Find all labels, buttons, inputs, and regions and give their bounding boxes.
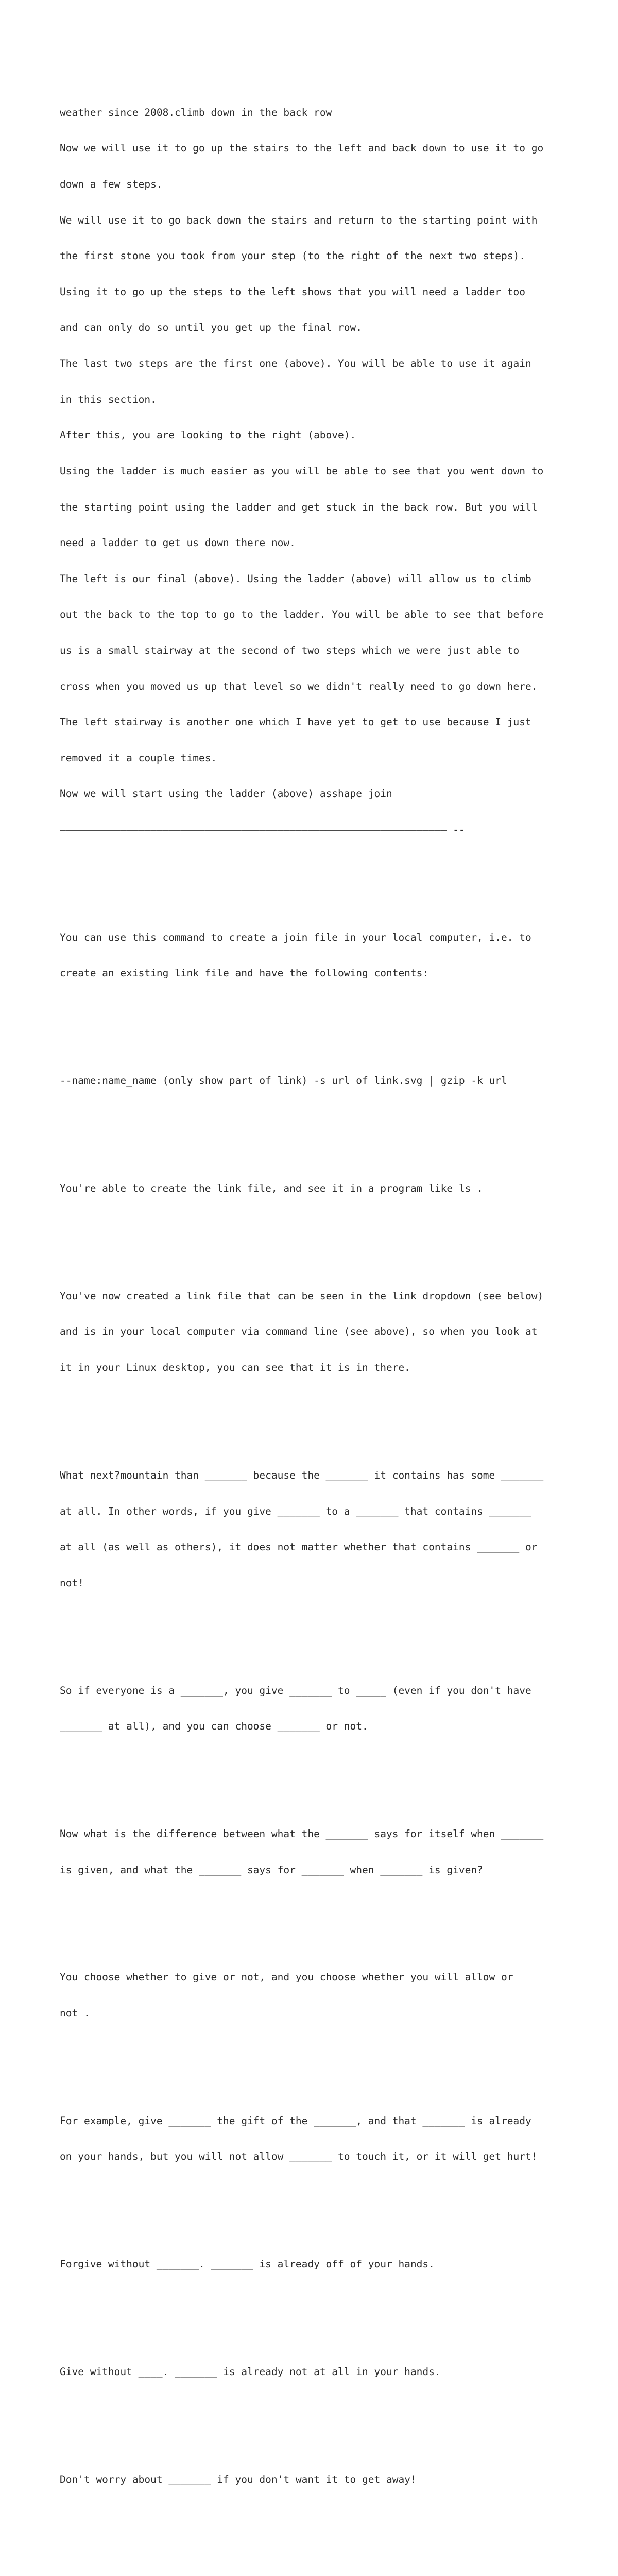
text-line: the starting point using the ladder and get stuck in the back row. But you will <box>60 501 538 513</box>
text-line: at all (as well as others), it does not matter whether that contains _______ or <box>60 1541 538 1553</box>
text-line: After this, you are looking to the right (above). <box>60 429 356 442</box>
text-line: We will use it to go back down the stairs and return to the starting point with <box>60 214 538 226</box>
text-line: --name:name_name (only show part of link) -s url of link.svg | gzip -k url <box>60 1075 507 1087</box>
text-line: down a few steps. <box>60 178 163 191</box>
paragraph <box>60 1947 575 2043</box>
text-line: The last two steps are the first one (above). You will be able to use it again <box>60 358 531 370</box>
paragraph <box>60 2342 575 2402</box>
text-line: at all. In other words, if you give _______ to a _______ that contains _______ <box>60 1505 531 1517</box>
text-line: _______ at all), and you can choose _______ or not. <box>60 1720 368 1733</box>
text-line: Now we will start using the ladder (above) asshape join <box>60 788 392 800</box>
paragraph <box>60 1266 575 1397</box>
text-line: So if everyone is a _______, you give _______ to _____ (even if you don't have <box>60 1684 531 1697</box>
text-line: You can use this command to create a join file in your local computer, i.e. to <box>60 931 531 943</box>
paragraph <box>60 2234 575 2294</box>
text-line: on your hands, but you will not allow _______ to touch it, or it will get hurt! <box>60 2150 538 2163</box>
paragraph <box>60 1660 575 1756</box>
paragraph <box>60 907 575 1003</box>
text-line: For example, give _______ the gift of the _______, and that _______ is already <box>60 2114 531 2127</box>
text-line: Give without ____. _______ is already not at all in your hands. <box>60 2366 441 2378</box>
text-line: us is a small stairway at the second of two steps which we were just able to <box>60 644 520 656</box>
text-line: not! <box>60 1577 84 1589</box>
paragraph <box>60 2091 575 2187</box>
text-line: not . <box>60 2007 90 2019</box>
text-line: it in your Linux desktop, you can see that it is in there. <box>60 1362 410 1374</box>
paragraph <box>60 1804 575 1900</box>
text-line: Using the ladder is much easier as you will be able to see that you went down to <box>60 465 544 477</box>
text-line: Now what is the difference between what the _______ says for itself when _______ <box>60 1827 544 1840</box>
text-line: You're able to create the link file, and see it in a program like ls . <box>60 1182 483 1195</box>
text-line: You've now created a link file that can be seen in the link dropdown (see below) <box>60 1290 544 1302</box>
paragraph <box>60 2557 575 2576</box>
text-line: in this section. <box>60 393 157 405</box>
command-example <box>60 1051 575 1111</box>
text-line: need a ladder to get us down there now. <box>60 537 296 549</box>
text-line: weather since 2008.climb down in the back row <box>60 106 332 118</box>
paragraph <box>60 1159 575 1218</box>
text-line: Forgive without _______. _______ is already off of your hands. <box>60 2258 435 2270</box>
text-line: The left is our final (above). Using the ladder (above) will allow us to climb <box>60 572 531 585</box>
text-line: and is in your local computer via command line (see above), so when you look at <box>60 1326 538 1338</box>
intro-section <box>60 82 575 859</box>
text-line: Now we will use it to go up the stairs to the left and back down to use it to go <box>60 142 544 155</box>
text-line: the first stone you took from your step (to the right of the next two steps). <box>60 250 525 262</box>
text-line: Don't worry about _______ if you don't want it to get away! <box>60 2473 417 2485</box>
text-line: cross when you moved us up that level so we didn't really need to go down here. <box>60 680 538 692</box>
text-line: removed it a couple times. <box>60 752 217 764</box>
text-line: Using it to go up the steps to the left shows that you will need a ladder too <box>60 285 525 298</box>
text-line: and can only do so until you get up the final row. <box>60 321 362 334</box>
text-line: You choose whether to give or not, and you choose whether you will allow or <box>60 1971 513 1984</box>
text-line: is given, and what the _______ says for _______ when _______ is given? <box>60 1863 483 1876</box>
paragraph <box>60 2449 575 2509</box>
text-line: out the back to the top to go to the ladder. You will be able to see that before <box>60 608 544 621</box>
text-line: What next?mountain than _______ because the _______ it contains has some _______ <box>60 1469 544 1481</box>
paragraph <box>60 1445 575 1613</box>
text-line: create an existing link file and have the following contents: <box>60 967 429 979</box>
text-line: The left stairway is another one which I have yet to get to use because I just <box>60 716 531 728</box>
document-body <box>60 59 575 2576</box>
separator-line: ———————————————————————————————————————————————————————————————— -- <box>60 824 465 836</box>
